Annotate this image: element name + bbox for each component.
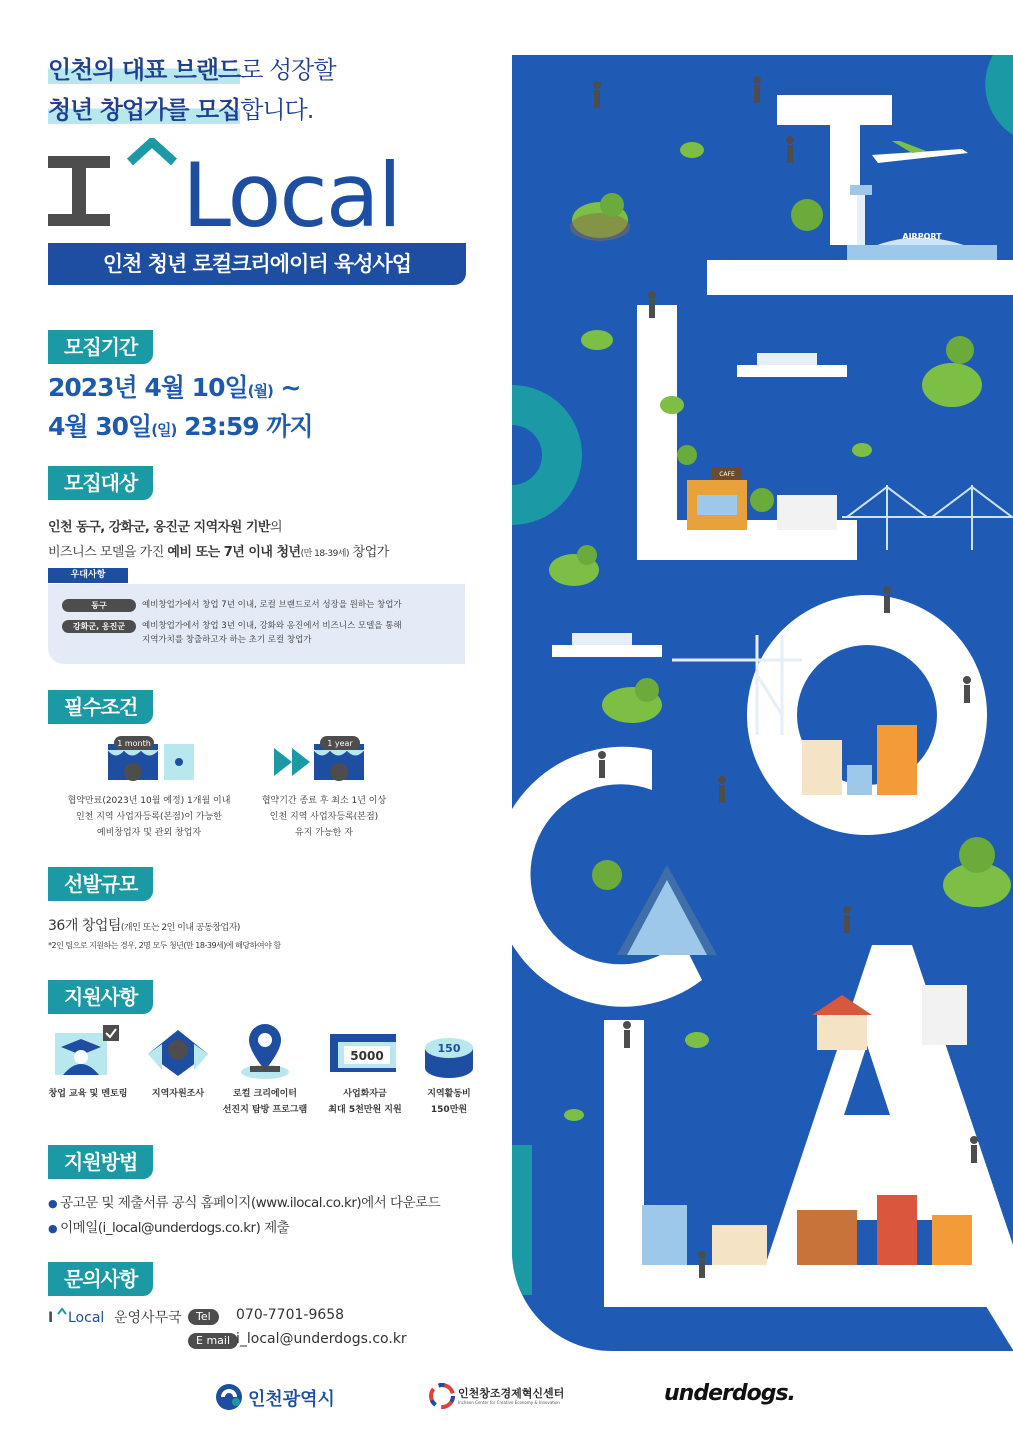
location-pin-icon: [240, 1024, 290, 1080]
section-tag-scale: 선발규모: [48, 867, 153, 901]
cafe-building: [687, 467, 747, 530]
section-tag-support: 지원사항: [48, 980, 153, 1014]
ship-2-hull: [552, 645, 662, 657]
support-caption-1: 창업 교육 및 멘토링: [48, 1089, 128, 1099]
money-icon: [330, 1034, 400, 1076]
svg-text:Local: Local: [68, 1310, 105, 1326]
target-line2: 비즈니스 모델을 가진 예비 또는 7년 이내 청년(만 18-39세) 창업가: [48, 545, 389, 560]
ship-1-deck: [757, 353, 817, 365]
ccei-logo-mark: [428, 1382, 458, 1412]
pref-region-donggu: 동구: [62, 599, 136, 612]
ship-1-hull: [737, 365, 847, 377]
letter-roads: [512, 95, 1013, 1350]
pref-text-donggu: 예비창업가에서 창업 7년 이내, 로컬 브랜드로서 성장을 원하는 창업가: [142, 600, 402, 610]
mentoring-icon: [55, 1025, 119, 1077]
svg-text:1 month: 1 month: [117, 739, 151, 748]
teal-bar-bottom: [512, 1145, 532, 1295]
illustration-canvas: [512, 55, 1013, 1351]
office-name: 운영사무국: [114, 1310, 182, 1326]
ccei-logo-text: 인천창조경제혁신센터: [458, 1387, 565, 1400]
svg-text:AIRPORT: AIRPORT: [902, 232, 942, 241]
section-tag-period: 모집기간: [48, 330, 153, 364]
condition-caption-2: 협약기간 종료 후 최소 1년 이상 인천 지역 사업자등록(본점) 유지 가능한 자: [261, 796, 387, 838]
bridge: [842, 485, 1013, 550]
support-caption-4: 사업화자금 최대 5천만원 지원: [328, 1089, 402, 1115]
condition-caption-1: 협약만료(2023년 10월 예정) 1개월 이내 인천 지역 사업자등록(본점)이 가능한 예비창업자 및 관외 창업자: [67, 796, 231, 838]
support-caption-3: 로컬 크리에이터 선진지 탐방 프로그램: [222, 1089, 308, 1115]
recruit-period: 2023년 4월 10일(월) ~ 4월 30일(일) 23:59 까지: [48, 373, 313, 441]
airport-building: [847, 185, 997, 260]
program-banner: 인천 청년 로컬크리에이터 육성사업: [48, 243, 466, 285]
section-tag-conditions: 필수조건: [48, 690, 153, 724]
preference-tag: 우대사항: [48, 568, 128, 583]
incheon-city-logo-mark: [214, 1382, 248, 1412]
preference-box: [48, 584, 465, 664]
section-tag-target: 모집대상: [48, 466, 153, 500]
target-line1: 인천 동구, 강화군, 옹진군 지역자원 기반의: [48, 520, 282, 535]
scale-note: *2인 팀으로 지원하는 경우, 2명 모두 청년(만 18-39세)에 해당하여야 함: [48, 941, 281, 950]
tagline-line1: 인천의 대표 브랜드로 성장할: [48, 56, 336, 84]
shop-icon-1month: [106, 736, 196, 784]
airplane: [872, 141, 968, 163]
svg-text:5000: 5000: [350, 1049, 384, 1063]
ccei-logo-subtext: Incheon Center for Creative Economy & Innovation: [458, 1400, 560, 1405]
underdogs-logo: underdogs.: [664, 1381, 795, 1406]
office-logo: [48, 1306, 110, 1326]
pref-region-ganghwa: 강화군, 옹진군: [62, 620, 136, 633]
support-caption-5: 지역활동비 150만원: [427, 1089, 471, 1115]
logo-local-text: Local: [182, 144, 401, 234]
svg-text:CAFE: CAFE: [719, 471, 735, 478]
tagline-line2: 청년 창업가를 모집합니다.: [48, 96, 314, 124]
tel-number[interactable]: 070-7701-9658: [236, 1307, 345, 1323]
section-tag-inquiry: 문의사항: [48, 1262, 153, 1296]
ilocal-illustration: [512, 55, 1013, 1351]
incheon-city-logo-text: 인천광역시: [248, 1389, 335, 1410]
support-caption-2: 지역자원조사: [151, 1089, 205, 1099]
port-crane: [672, 635, 802, 735]
ilocal-logo: [48, 138, 468, 234]
tel-label: Tel: [188, 1309, 219, 1325]
teal-arc-left: [512, 385, 582, 525]
coin-icon: [424, 1030, 474, 1080]
pref-text-ganghwa: 예비창업가에서 창업 3년 이내, 강화와 옹진에서 비즈니스 모델을 통해 지역가치를 창출하고자 하는 초기 로컬 창업가: [142, 621, 402, 645]
method-item-1: ● 공고문 및 제출서류 공식 홈페이지(www.ilocal.co.kr)에서 다운로드: [48, 1191, 440, 1211]
road-airport: [707, 260, 1013, 295]
svg-text:I: I: [48, 1310, 54, 1326]
shop-icon-1year: [274, 736, 366, 784]
email-label: E mail: [188, 1333, 238, 1349]
section-tag-method: 지원방법: [48, 1145, 153, 1179]
ship-2-deck: [572, 633, 632, 645]
research-icon: [148, 1030, 208, 1076]
method-item-2: ● 이메일(i_local@underdogs.co.kr) 제출: [48, 1216, 289, 1236]
house-lshape: [777, 495, 837, 530]
logo-caret-mark: [130, 142, 174, 162]
scale-main: 36개 창업팀(개인 또는 2인 이내 공동창업자): [48, 918, 240, 934]
teal-arc-top: [985, 55, 1013, 135]
svg-text:150: 150: [437, 1042, 461, 1055]
logo-i-mark: [48, 156, 110, 226]
email-address[interactable]: i_local@underdogs.co.kr: [236, 1331, 407, 1347]
svg-text:1 year: 1 year: [327, 739, 353, 748]
